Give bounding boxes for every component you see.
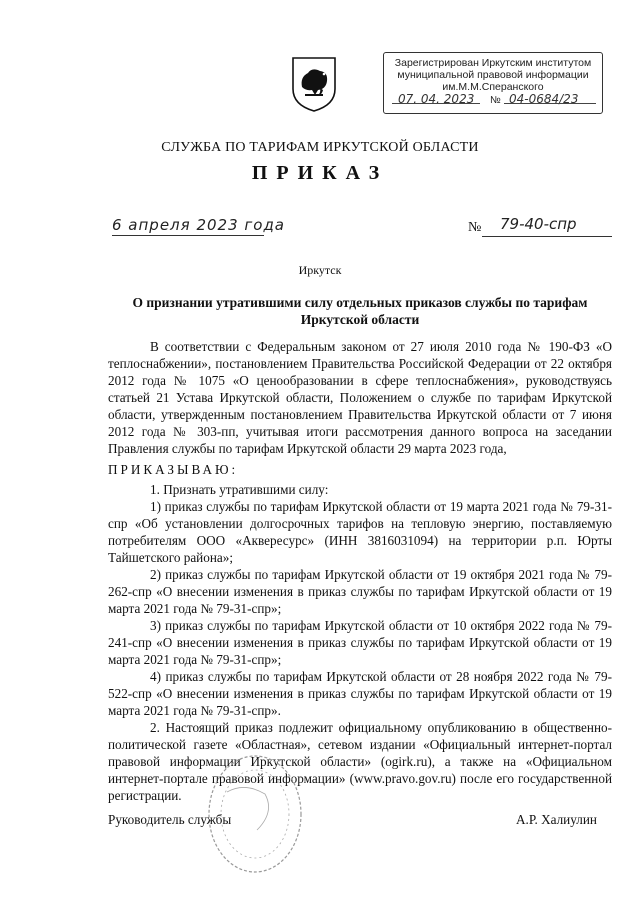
document-title: О признании утратившими силу отдельных приказов службы по тарифам Иркутской области <box>132 295 588 327</box>
stamp-line-3: им.М.М.Сперанского <box>442 81 544 93</box>
date-underline <box>112 235 264 236</box>
stamp-number-underline <box>504 103 596 104</box>
document-type: ПРИКАЗ <box>251 162 389 184</box>
item-1: 1. Признать утратившими силу: <box>150 482 329 497</box>
order-word: ПРИКАЗЫВАЮ: <box>108 462 239 477</box>
stamp-date-underline <box>392 103 480 104</box>
stamp-number: 04-0684/23 <box>509 92 579 106</box>
number-label: № <box>468 220 482 235</box>
preamble-paragraph: В соответствии с Федеральным законом от 27 июля 2010 года № 190-ФЗ «О теплоснабжении», постановлением Правительства Российской Федерации от 22 октября 2012 года № 1075 «О ценообразовании в сфере теплоснабжения», руководствуясь статьей 21 Устава Иркутской области, Положением о службе по тарифам Иркутской области, утвержденным постановлением Правительства Иркутской области от 7 июня 2012 года № 303-пп, учитывая итоги рассмотрения данного вопроса на заседании Правления службы по тарифам Иркутской области 29 марта 2023 года, <box>108 339 612 456</box>
item-1-4: 4) приказ службы по тарифам Иркутской области от 28 ноября 2022 года № 79-522-спр «О внесении изменения в приказ службы по тарифам Иркутской области от 19 марта 2021 года № 79-31-спр». <box>108 669 612 718</box>
stamp-line-2: муниципальной правовой информации <box>397 69 589 81</box>
stamp-date: 07. 04. 2023 <box>398 92 475 106</box>
agency-name: СЛУЖБА ПО ТАРИФАМ ИРКУТСКОЙ ОБЛАСТИ <box>161 140 479 155</box>
number-underline <box>482 236 612 237</box>
stamp-number-label: № <box>490 95 501 106</box>
stamp-line-1: Зарегистрирован Иркутским институтом <box>394 57 592 69</box>
item-1-2: 2) приказ службы по тарифам Иркутской области от 19 октября 2021 года № 79-262-спр «О внесении изменения в приказ службы по тарифам Иркутской области от 19 марта 2021 года № 79-31-спр»; <box>108 567 612 616</box>
city: Иркутск <box>298 263 342 277</box>
document-number: 79-40-спр <box>500 215 577 233</box>
item-1-1: 1) приказ службы по тарифам Иркутской области от 19 марта 2021 года № 79-31-спр «Об установлении долгосрочных тарифов на тепловую энергию, поставляемую потребителям ООО «Аквересурс» (ИНН 3816031094) на территории р.п. Юрты Тайшетского района»; <box>108 499 612 565</box>
registration-stamp <box>383 52 603 114</box>
signer-name: А.Р. Халиулин <box>516 812 597 827</box>
item-1-3: 3) приказ службы по тарифам Иркутской области от 10 октября 2022 года № 79-241-спр «О внесении изменения в приказ службы по тарифам Иркутской области от 19 марта 2021 года № 79-31-спр»; <box>108 618 612 667</box>
signer-title: Руководитель службы <box>108 812 232 827</box>
item-2: 2. Настоящий приказ подлежит официальному опубликованию в общественно-политической газете «Областная», сетевом издании «Официальный интернет-портал правовой информации Иркутской области» (ogirk.ru), а также на «Официальном интернет-портале правовой информации» (www.pravo.gov.ru) после его государственной регистрации. <box>108 720 612 803</box>
coat-of-arms-emblem <box>290 55 338 113</box>
document-date: 6 апреля 2023 года <box>112 216 286 234</box>
